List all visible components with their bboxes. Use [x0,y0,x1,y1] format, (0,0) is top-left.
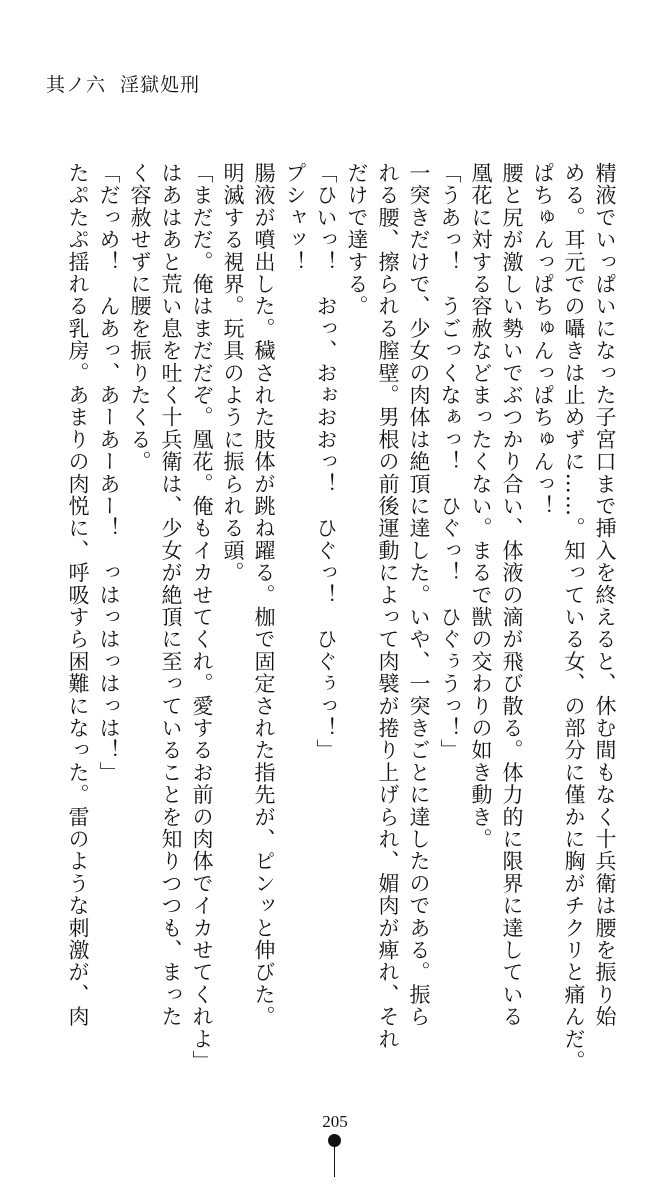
text-line: 凰花に対する容赦などまったくない。まるで獣の交わりの如き動き。 [469,162,493,851]
page-number: 205 [322,1112,348,1131]
text-line: プシャッ！ [283,162,307,273]
running-header [46,70,200,97]
chapter-title: 淫獄処刑 [120,74,201,96]
text-line: れる腰、擦られる膣壁。男根の前後運動によって肉襞が捲り上げられ、媚肉が痺れ、それ [376,162,400,1050]
text-line: 一突きだけで、少女の肉体は絶頂に達した。いや、一突きごとに達したのである。振ら [407,162,431,1028]
text-line: める。耳元での囁きは止めずに……。知っている女、の部分に僅かに胸がチクリと痛んだ。 [562,162,586,1073]
text-line: 「うあっ！ うごっくなぁっ！ ひぐっ！ ひぐぅうっ！」 [438,162,462,762]
text-line: 「まだだ。俺はまだだぞ。凰花。俺もイカせてくれ。愛するお前の肉体でイカせてくれよ」 [190,162,214,1073]
text-line: 明滅する視界。玩具のように振られる頭。 [221,162,245,584]
page-marker-line [334,1147,335,1177]
text-line: ぱちゅんっぱちゅんっぱちゅんっ！ [531,162,555,518]
text-line: たぷたぷ揺れる乳房。あまりの肉悦に、呼吸すら困難になった。雷のような刺激が、肉 [66,162,90,1028]
text-line: 「だっめ！ んあっ、あーあーあー！ っはっはっはっは！」 [97,162,121,784]
text-line: く容赦せずに腰を振りたくる。 [128,162,152,473]
text-line: はあはあと荒い息を吐く十兵衛は、少女が絶頂に至っていることを知りつつも、まった [159,162,183,1028]
page-marker-dot [328,1134,341,1147]
chapter-label: 其ノ六 [46,74,107,96]
body-text [40,162,620,1073]
text-line: 「ひいっ！ おっ、おぉおおっ！ ひぐっ！ ひぐぅっ！」 [314,162,338,762]
text-line: だけで達する。 [345,162,369,318]
text-line: 精液でいっぱいになった子宮口まで挿入を終えると、休む間もなく十兵衛は腰を振り始 [593,162,617,1028]
text-line: 腸液が噴出した。穢された肢体が跳ね躍る。枷で固定された指先が、ピンッと伸びた。 [252,162,276,1028]
text-line: 腰と尻が激しい勢いでぶつかり合い、体液の滴が飛び散る。体力的に限界に達している [500,162,524,1028]
